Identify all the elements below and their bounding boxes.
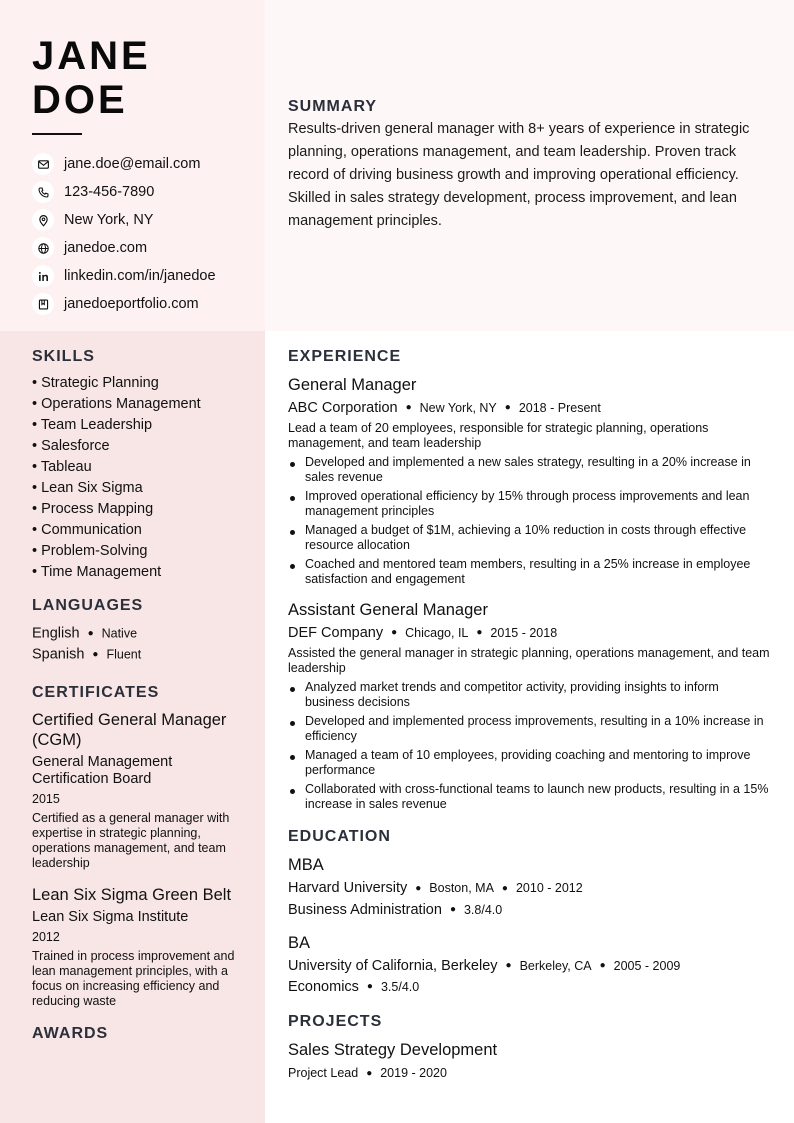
language-name: English (32, 625, 80, 642)
job-title: General Manager (288, 376, 417, 394)
job-title: Assistant General Manager (288, 601, 488, 620)
contact-linkedin-text: linkedin.com/in/janedoe (64, 268, 216, 284)
certificate-description: Trained in process improvement and lean management principles, with a focus on increasing efficiency and reducing waste (32, 948, 235, 1008)
school-location: Berkeley, CA (519, 958, 592, 973)
skill-item: • Time Management (32, 564, 162, 580)
job-entry (288, 375, 770, 587)
job-location: New York, NY (419, 401, 497, 415)
certificate-description: Certified as a general manager with expertise in strategic planning, operations management, and team leadership (32, 810, 230, 870)
portfolio-icon (32, 293, 54, 315)
certificate-item (32, 710, 237, 871)
certificate-year: 2012 (32, 929, 60, 944)
job-meta: ABC Corporation ● New York, NY ● 2018 - Present (288, 400, 601, 416)
main-content (288, 348, 770, 1084)
contact-location-text: New York, NY (64, 212, 154, 228)
certificate-name: Lean Six Sigma Green Belt (32, 885, 232, 904)
skill-item: • Team Leadership (32, 417, 153, 433)
contact-email-text: jane.doe@email.com (64, 156, 201, 172)
skill-item: • Tableau (32, 459, 92, 475)
job-dates: 2015 - 2018 (490, 626, 558, 641)
job-description: Lead a team of 20 employees, responsible for strategic planning, operations management, and team leadership (288, 421, 709, 451)
education-entry (288, 855, 770, 919)
achievement-item: Coached and mentored team members, resulting in a 25% increase in employee satisfaction and engagement (288, 557, 770, 587)
degree: BA (288, 933, 311, 952)
contact-phone[interactable] (32, 178, 216, 206)
skill-item: • Strategic Planning (32, 375, 159, 391)
achievement-item: Collaborated with cross-functional teams to launch new products, resulting in a 15% increase in sales revenue (288, 782, 770, 812)
job-dates: 2018 - Present (518, 401, 601, 415)
certificate-year: 2015 (32, 791, 60, 806)
certificate-item (32, 885, 237, 1009)
summary-text: Results-driven general manager with 8+ years of experience in strategic planning, operations management, and team leadership. Proven track record of driving business growth and improving operational efficiency. Skilled in sales strategy development, process improvement, and lean management principles. (288, 121, 750, 229)
contact-linkedin[interactable] (32, 262, 216, 290)
skill-item: • Communication (32, 522, 142, 538)
location-pin-icon (32, 209, 54, 231)
job-achievements (288, 455, 770, 587)
contact-email[interactable] (32, 150, 216, 178)
education-dates: 2005 - 2009 (613, 958, 681, 973)
skills-list (32, 373, 237, 583)
job-description: Assisted the general manager in strategic planning, operations management, and team leadership (288, 646, 770, 676)
contact-website-text: janedoe.com (64, 240, 148, 256)
language-item: Spanish ● Fluent (32, 646, 142, 663)
school: Harvard University (288, 880, 408, 897)
name-last: DOE (32, 78, 128, 122)
phone-icon (32, 181, 54, 203)
contact-phone-text: 123-456-7890 (64, 184, 155, 200)
summary-heading: SUMMARY (288, 98, 378, 115)
certificate-name: Certified General Manager (CGM) (32, 710, 227, 749)
project-dates: 2019 - 2020 (380, 1066, 447, 1081)
mail-icon (32, 153, 54, 175)
job-meta: DEF Company ● Chicago, IL ● 2015 - 2018 (288, 625, 558, 642)
education-meta: Harvard University ● Boston, MA ● 2010 - 2012 (288, 880, 583, 897)
contact-website[interactable] (32, 234, 216, 262)
education-heading: EDUCATION (288, 828, 391, 846)
job-entry (288, 600, 770, 812)
school: University of California, Berkeley (288, 957, 498, 974)
education-entry (288, 933, 770, 997)
summary-section (288, 98, 768, 233)
name-divider (32, 133, 82, 135)
languages-heading: LANGUAGES (32, 597, 144, 614)
achievement-item: Improved operational efficiency by 15% through process improvements and lean management principles (288, 489, 770, 519)
gpa: 3.8/4.0 (463, 902, 503, 917)
project-entry (288, 1040, 770, 1084)
school-location: Boston, MA (429, 881, 494, 896)
language-level: Fluent (106, 647, 142, 662)
field-of-study: Business Administration (288, 901, 442, 918)
skill-item: • Lean Six Sigma (32, 480, 143, 496)
contact-list (32, 150, 216, 318)
education-dates: 2010 - 2012 (515, 881, 583, 896)
project-role: Project Lead (288, 1066, 359, 1081)
gpa: 3.5/4.0 (380, 979, 420, 994)
contact-location (32, 206, 216, 234)
achievement-item: Developed and implemented process improvements, resulting in a 10% increase in efficiency (288, 714, 770, 744)
languages-list (32, 623, 237, 666)
experience-heading: EXPERIENCE (288, 348, 402, 365)
education-field-row: Economics ● 3.5/4.0 (288, 978, 420, 995)
field-of-study: Economics (288, 978, 359, 995)
achievement-item: Managed a team of 10 employees, providing coaching and mentoring to improve performance (288, 748, 770, 778)
sidebar-content (32, 348, 237, 1043)
job-location: Chicago, IL (405, 626, 469, 641)
contact-portfolio[interactable] (32, 290, 216, 318)
degree: MBA (288, 856, 324, 875)
job-company: ABC Corporation (288, 400, 398, 416)
achievement-item: Developed and implemented a new sales strategy, resulting in a 20% increase in sales revenue (288, 455, 770, 485)
education-field-row: Business Administration ● 3.8/4.0 (288, 901, 503, 918)
projects-heading: PROJECTS (288, 1013, 383, 1031)
linkedin-icon (32, 265, 54, 287)
certificate-issuer: Lean Six Sigma Institute (32, 908, 189, 925)
language-level: Native (101, 626, 138, 641)
awards-heading: AWARDS (32, 1024, 109, 1042)
achievement-item: Analyzed market trends and competitor activity, providing insights to inform business decisions (288, 680, 770, 710)
project-meta: Project Lead ● 2019 - 2020 (288, 1066, 447, 1081)
skills-heading: SKILLS (32, 348, 95, 365)
candidate-name (32, 34, 151, 122)
certificate-issuer: General Management Certification Board (32, 753, 173, 787)
achievement-item: Managed a budget of $1M, achieving a 10% reduction in costs through effective resource allocation (288, 523, 770, 553)
contact-portfolio-text: janedoeportfolio.com (64, 296, 199, 312)
project-name: Sales Strategy Development (288, 1041, 498, 1060)
skill-item: • Operations Management (32, 396, 201, 412)
education-meta: University of California, Berkeley ● Berkeley, CA ● 2005 - 2009 (288, 957, 681, 974)
globe-icon (32, 237, 54, 259)
language-name: Spanish (32, 646, 85, 663)
language-item: English ● Native (32, 625, 138, 642)
job-achievements (288, 680, 770, 812)
skill-item: • Process Mapping (32, 501, 154, 517)
name-first: JANE (32, 34, 151, 78)
certificates-heading: CERTIFICATES (32, 683, 160, 701)
job-company: DEF Company (288, 625, 384, 642)
skill-item: • Salesforce (32, 438, 110, 454)
skill-item: • Problem-Solving (32, 543, 148, 559)
